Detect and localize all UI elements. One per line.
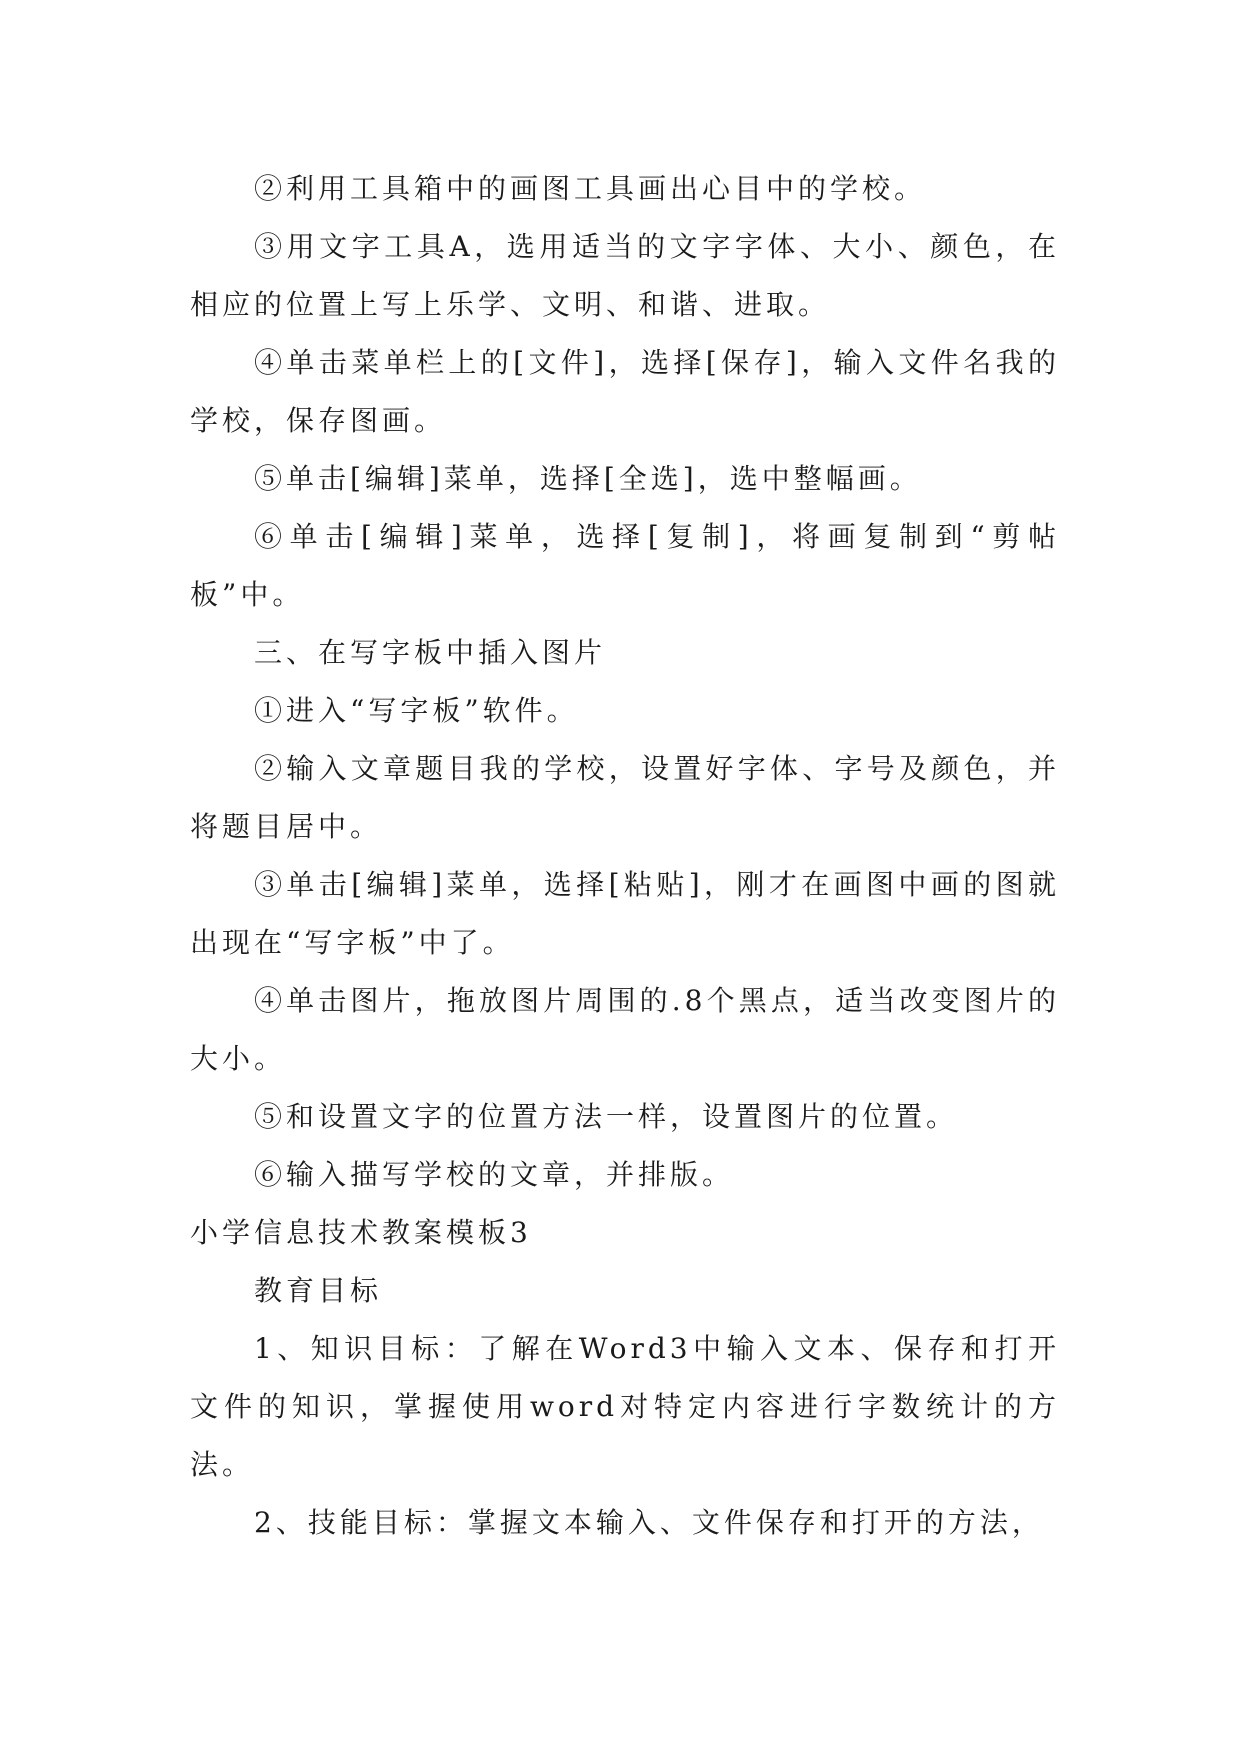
paragraph-step-2-title: ②输入文章题目我的学校，设置好字体、字号及颜色，并将题目居中。	[190, 752, 1060, 843]
heading-education-goals: 教育目标	[254, 1274, 383, 1307]
paragraph-step-4-resize: ④单击图片，拖放图片周围的.8个黑点，适当改变图片的大小。	[190, 984, 1060, 1075]
document-section-title: 小学信息技术教案模板3	[190, 1216, 532, 1249]
paragraph-step-5-position: ⑤和设置文字的位置方法一样，设置图片的位置。	[254, 1100, 959, 1133]
paragraph-step-2-draw-school: ②利用工具箱中的画图工具画出心目中的学校。	[254, 172, 927, 205]
paragraph-step-3-paste: ③单击[编辑]菜单，选择[粘贴]，刚才在画图中画的图就出现在“写字板”中了。	[190, 868, 1060, 959]
paragraph-skill-goal: 2、技能目标：掌握文本输入、文件保存和打开的方法，	[254, 1506, 1044, 1539]
paragraph-step-3-text-tool: ③用文字工具A，选用适当的文字字体、大小、颜色，在相应的位置上写上乐学、文明、和谐、进取。	[190, 230, 1060, 321]
paragraph-step-6-write-article: ⑥输入描写学校的文章，并排版。	[254, 1158, 735, 1191]
paragraph-step-6-copy: ⑥单击[编辑]菜单，选择[复制]，将画复制到“剪帖板”中。	[190, 520, 1060, 611]
document-body	[190, 160, 1060, 1552]
section-heading-insert-picture: 三、在写字板中插入图片	[254, 636, 607, 669]
paragraph-step-1-open-wordpad: ①进入“写字板”软件。	[254, 694, 579, 727]
paragraph-step-5-select-all: ⑤单击[编辑]菜单，选择[全选]，选中整幅画。	[254, 462, 922, 495]
paragraph-step-4-save: ④单击菜单栏上的[文件]，选择[保存]，输入文件名我的学校，保存图画。	[190, 346, 1060, 437]
paragraph-knowledge-goal: 1、知识目标：了解在Word3中输入文本、保存和打开文件的知识，掌握使用word对特定内容进行字数统计的方法。	[190, 1332, 1060, 1481]
